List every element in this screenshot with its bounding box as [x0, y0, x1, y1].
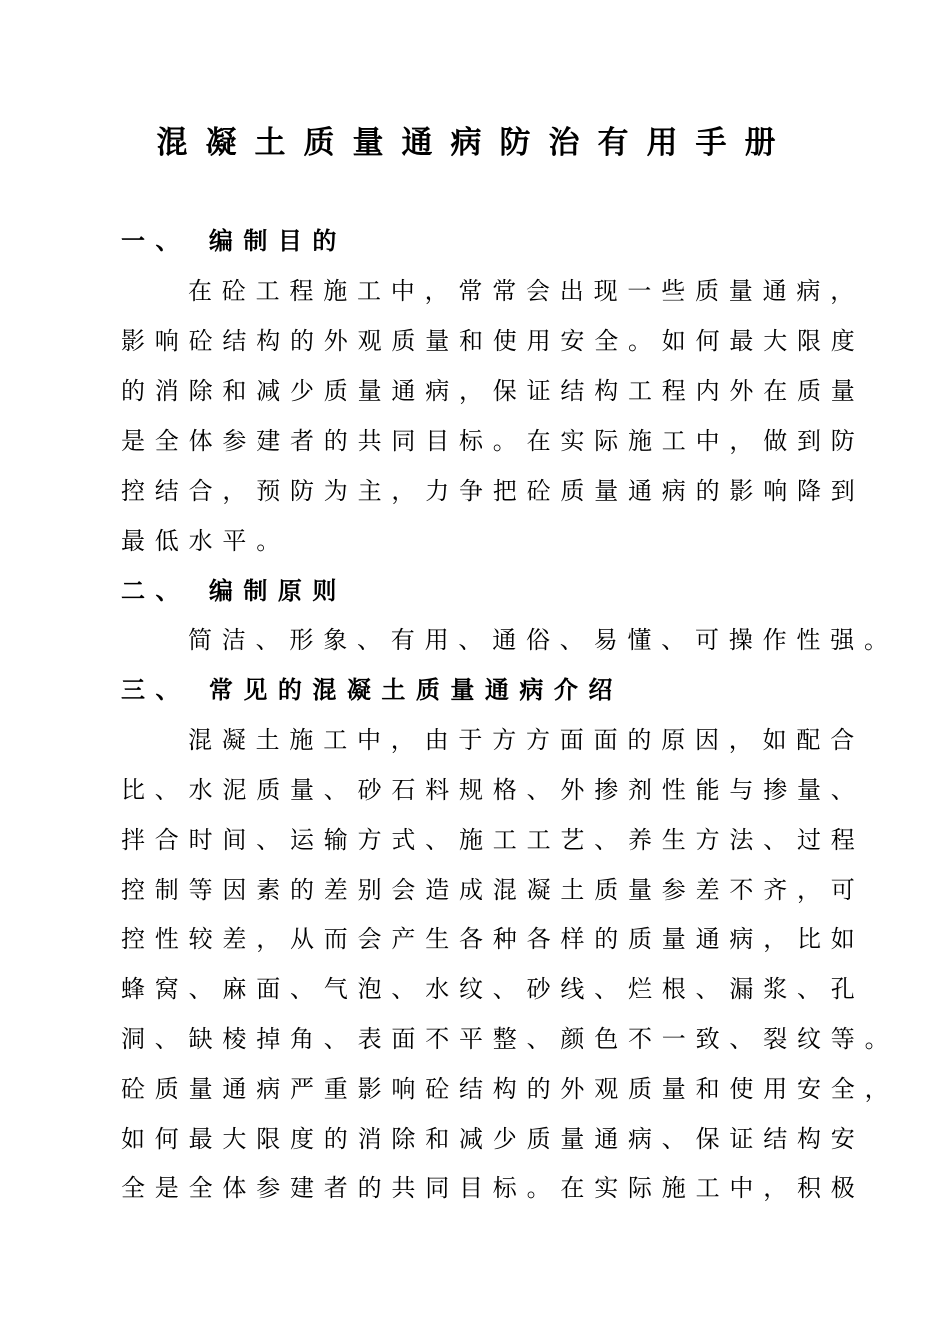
paragraph-line: 控制等因素的差别会造成混凝土质量参差不齐，可: [121, 876, 865, 904]
paragraph-line: 在砼工程施工中，常常会出现一些质量通病，: [188, 277, 864, 305]
section-heading-principles: 二、 编制原则: [121, 576, 347, 605]
paragraph-line: 全是全体参建者的共同目标。在实际施工中，积极: [121, 1174, 865, 1202]
paragraph-line: 的消除和减少质量通病，保证结构工程内外在质量: [121, 377, 865, 405]
paragraph-line: 洞、缺棱掉角、表面不平整、颜色不一致、裂纹等。: [121, 1025, 899, 1053]
paragraph-line: 控性较差，从而会产生各种各样的质量通病，比如: [121, 925, 865, 953]
paragraph-line: 如何最大限度的消除和减少质量通病、保证结构安: [121, 1125, 865, 1153]
paragraph-line: 砼质量通病严重影响砼结构的外观质量和使用安全，: [121, 1075, 899, 1103]
paragraph-line: 拌合时间、运输方式、施工工艺、养生方法、过程: [121, 826, 865, 854]
paragraph-line: 简洁、形象、有用、通俗、易懂、可操作性强。: [188, 626, 898, 654]
document-title: 混凝土质量通病防治有用手册: [156, 125, 794, 161]
paragraph-line: 最低水平。: [121, 527, 290, 555]
paragraph-line: 混凝土施工中，由于方方面面的原因，如配合: [188, 726, 864, 754]
paragraph-line: 影响砼结构的外观质量和使用安全。如何最大限度: [121, 327, 865, 355]
section-heading-common-defects: 三、 常见的混凝土质量通病介绍: [121, 675, 623, 704]
section-heading-purpose: 一、 编制目的: [121, 226, 347, 255]
paragraph-line: 控结合，预防为主，力争把砼质量通病的影响降到: [121, 477, 865, 505]
paragraph-line: 是全体参建者的共同目标。在实际施工中，做到防: [121, 427, 865, 455]
paragraph-line: 蜂窝、麻面、气泡、水纹、砂线、烂根、漏浆、孔: [121, 975, 865, 1003]
paragraph-line: 比、水泥质量、砂石料规格、外掺剂性能与掺量、: [121, 776, 865, 804]
